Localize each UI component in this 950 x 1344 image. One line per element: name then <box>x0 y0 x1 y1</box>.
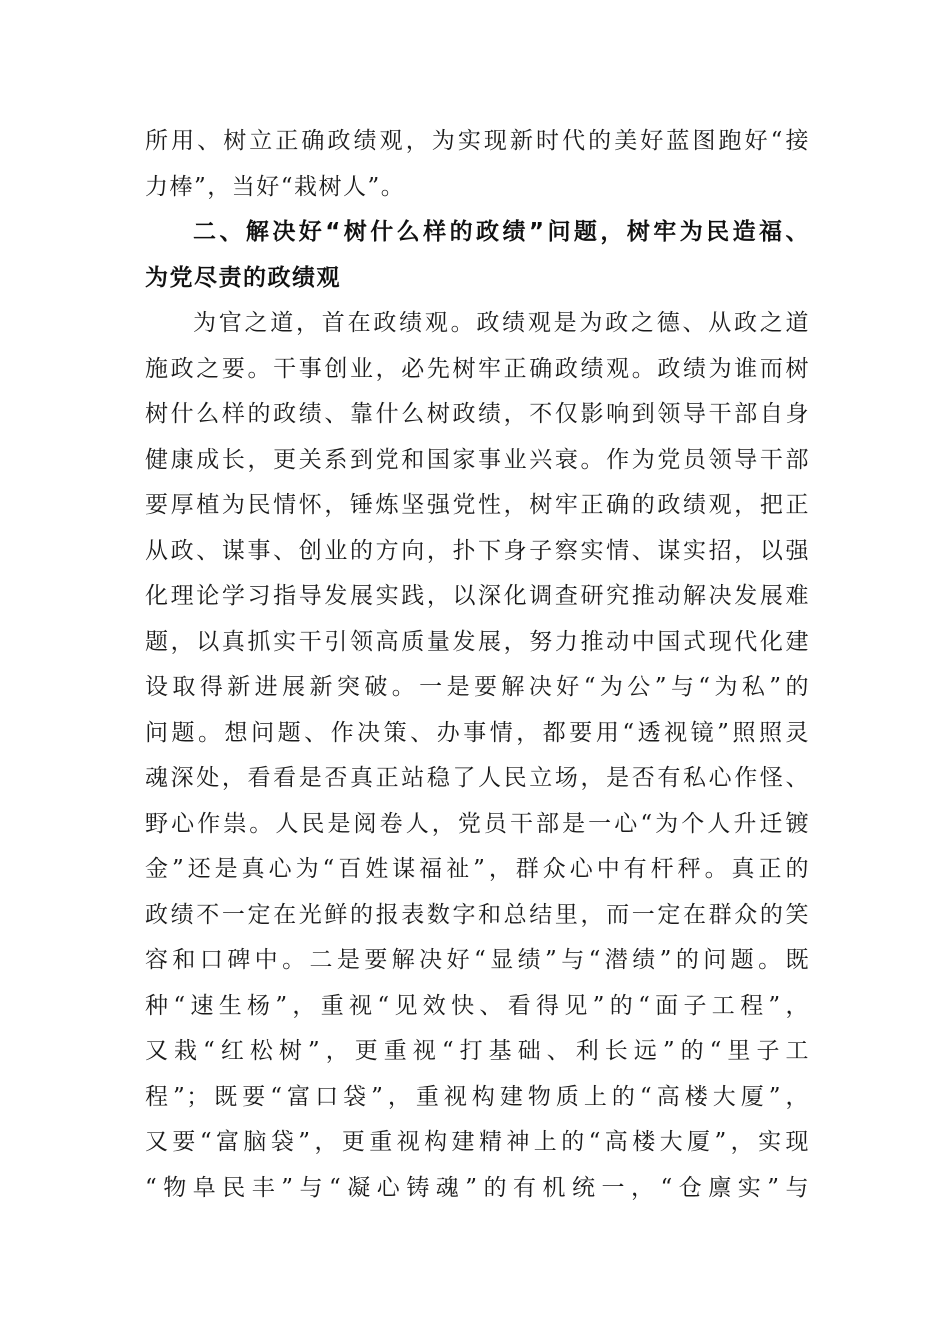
text-line: 化理论学习指导发展实践，以深化调查研究推动解决发展难 <box>145 583 810 609</box>
text-line: 魂深处，看看是否真正站稳了人民立场，是否有私心作怪、 <box>145 765 810 791</box>
text-line: 题，以真抓实干引领高质量发展，努力推动中国式现代化建 <box>145 628 810 655</box>
text-line: 种“速生杨”，重视“见效快、看得见”的“面子工程”， <box>145 992 810 1019</box>
text-line: 力棒”，当好“栽树人”。 <box>145 173 406 200</box>
text-line: 所用、树立正确政绩观，为实现新时代的美好蓝图跑好“接 <box>145 128 810 154</box>
text-line: 问题。想问题、作决策、办事情，都要用“透视镜”照照灵 <box>145 719 810 746</box>
text-line: 施政之要。干事创业，必先树牢正确政绩观。政绩为谁而树 <box>145 355 810 382</box>
text-line: “物阜民丰”与“凝心铸魂”的有机统一，“仓廪实”与 <box>145 1174 810 1201</box>
text-line: 健康成长，更关系到党和国家事业兴衰。作为党员领导干部 <box>145 446 810 473</box>
text-line: 又栽“红松树”，更重视“打基础、利长远”的“里子工 <box>145 1038 810 1064</box>
text-line: 从政、谋事、创业的方向，扑下身子察实情、谋实招，以强 <box>145 537 810 564</box>
text-line: 树什么样的政绩、靠什么树政绩，不仅影响到领导干部自身 <box>145 401 810 427</box>
text-line: 为官之道，首在政绩观。政绩观是为政之德、从政之道 <box>193 310 810 336</box>
text-line: 设取得新进展新突破。一是要解决好“为公”与“为私”的 <box>145 674 810 700</box>
page-content <box>145 119 810 1211</box>
text-line: 又要“富脑袋”，更重视构建精神上的“高楼大厦”，实现 <box>145 1129 810 1155</box>
heading-line: 二、解决好“树什么样的政绩”问题，树牢为民造福、 <box>193 219 810 245</box>
previous-paragraph <box>145 119 810 210</box>
section-heading <box>145 210 810 301</box>
body-paragraph <box>145 301 810 1211</box>
heading-line: 为党尽责的政绩观 <box>145 264 341 291</box>
text-line: 程”；既要“富口袋”，重视构建物质上的“高楼大厦”， <box>145 1083 810 1110</box>
text-line: 金”还是真心为“百姓谋福祉”，群众心中有杆秤。真正的 <box>145 856 810 882</box>
text-line: 政绩不一定在光鲜的报表数字和总结里，而一定在群众的笑 <box>145 901 810 928</box>
text-line: 要厚植为民情怀，锤炼坚强党性，树牢正确的政绩观，把正 <box>145 492 810 518</box>
text-line: 野心作祟。人民是阅卷人，党员干部是一心“为个人升迁镀 <box>145 810 810 837</box>
text-line: 容和口碑中。二是要解决好“显绩”与“潜绩”的问题。既 <box>145 947 810 973</box>
